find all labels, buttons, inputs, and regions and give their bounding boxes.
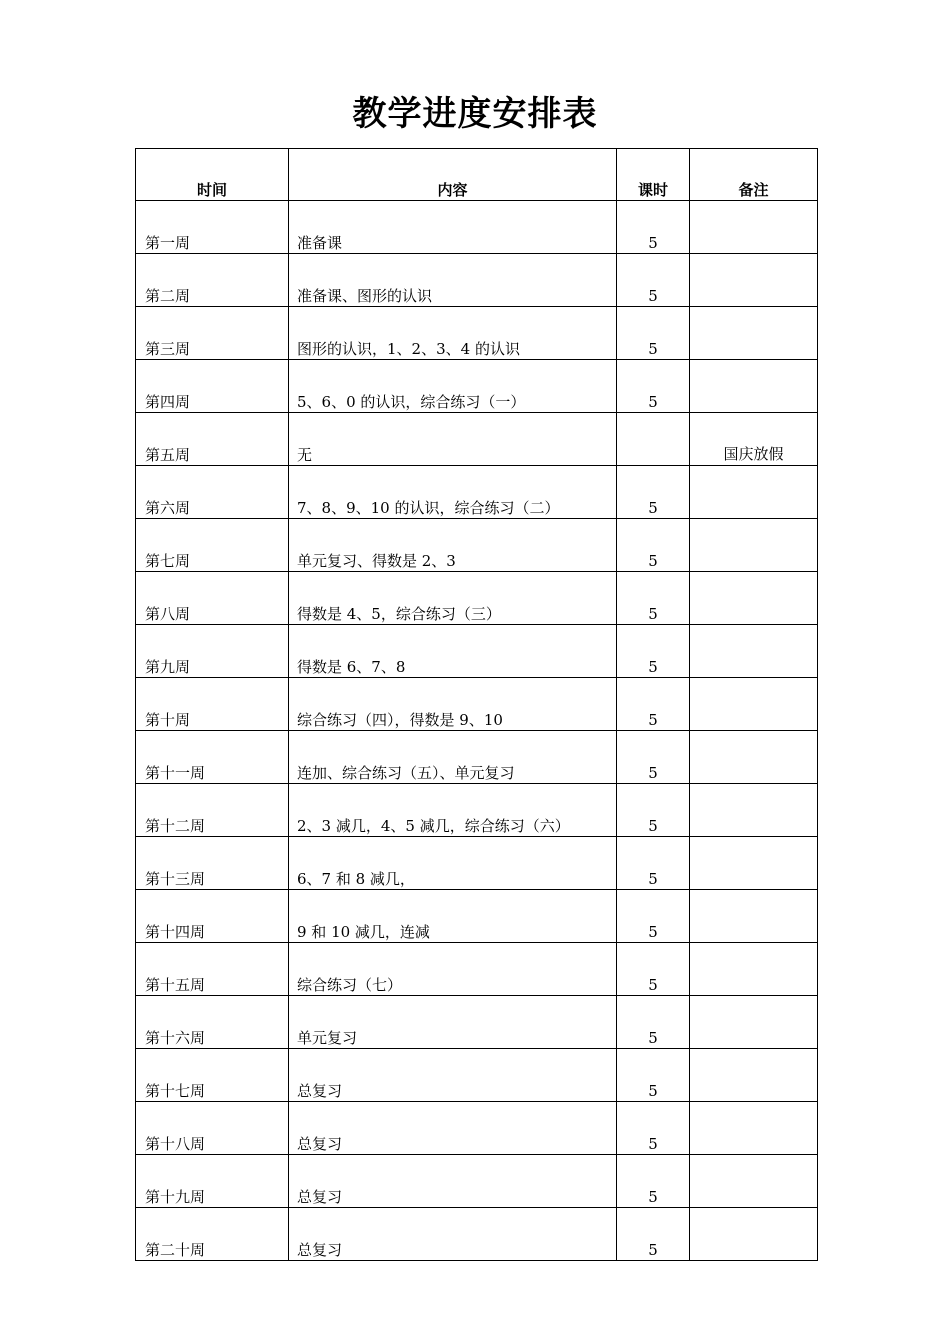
table-row <box>136 360 818 413</box>
content-cell: 总复习 <box>289 1049 617 1102</box>
note-cell <box>690 678 818 731</box>
week-cell: 第十九周 <box>136 1155 289 1208</box>
hours-cell: 5 <box>617 731 690 784</box>
week-cell: 第八周 <box>136 572 289 625</box>
hours-cell: 5 <box>617 625 690 678</box>
hours-cell: 5 <box>617 890 690 943</box>
hours-cell: 5 <box>617 943 690 996</box>
note-cell <box>690 360 818 413</box>
note-cell <box>690 731 818 784</box>
table-row <box>136 1155 818 1208</box>
content-cell: 准备课、图形的认识 <box>289 254 617 307</box>
hours-cell: 5 <box>617 307 690 360</box>
table-row <box>136 943 818 996</box>
table-row <box>136 996 818 1049</box>
content-cell: 单元复习 <box>289 996 617 1049</box>
content-cell: 准备课 <box>289 201 617 254</box>
content-cell: 总复习 <box>289 1102 617 1155</box>
table-row <box>136 201 818 254</box>
table-row <box>136 1102 818 1155</box>
note-cell <box>690 572 818 625</box>
table-body <box>136 201 818 1261</box>
week-cell: 第十三周 <box>136 837 289 890</box>
note-cell <box>690 784 818 837</box>
hours-cell: 5 <box>617 678 690 731</box>
hours-cell: 5 <box>617 1102 690 1155</box>
table-row <box>136 307 818 360</box>
content-cell: 6、7 和 8 减几， <box>289 837 617 890</box>
content-cell: 9 和 10 减几，连减 <box>289 890 617 943</box>
note-cell <box>690 1208 818 1261</box>
table-row <box>136 413 818 466</box>
table-row <box>136 519 818 572</box>
note-cell <box>690 519 818 572</box>
header-note: 备注 <box>690 149 818 201</box>
content-cell: 图形的认识，1、2、3、4 的认识 <box>289 307 617 360</box>
note-cell <box>690 254 818 307</box>
week-cell: 第五周 <box>136 413 289 466</box>
header-content: 内容 <box>289 149 617 201</box>
header-hours: 课时 <box>617 149 690 201</box>
table-row <box>136 1208 818 1261</box>
content-cell: 7、8、9、10 的认识，综合练习（二） <box>289 466 617 519</box>
hours-cell: 5 <box>617 254 690 307</box>
content-cell: 得数是 4、5，综合练习（三） <box>289 572 617 625</box>
hours-cell: 5 <box>617 201 690 254</box>
week-cell: 第六周 <box>136 466 289 519</box>
content-cell: 综合练习（四），得数是 9、10 <box>289 678 617 731</box>
table-header-row <box>136 149 818 201</box>
hours-cell: 5 <box>617 1208 690 1261</box>
content-cell: 2、3 减几，4、5 减几，综合练习（六） <box>289 784 617 837</box>
hours-cell: 5 <box>617 784 690 837</box>
content-cell: 单元复习、得数是 2、3 <box>289 519 617 572</box>
week-cell: 第十一周 <box>136 731 289 784</box>
content-cell: 综合练习（七） <box>289 943 617 996</box>
note-cell <box>690 837 818 890</box>
content-cell: 总复习 <box>289 1208 617 1261</box>
hours-cell: 5 <box>617 519 690 572</box>
week-cell: 第十八周 <box>136 1102 289 1155</box>
table-row <box>136 890 818 943</box>
table-row <box>136 572 818 625</box>
week-cell: 第二十周 <box>136 1208 289 1261</box>
hours-cell <box>617 413 690 466</box>
table-row <box>136 837 818 890</box>
hours-cell: 5 <box>617 1049 690 1102</box>
hours-cell: 5 <box>617 466 690 519</box>
note-cell <box>690 1155 818 1208</box>
schedule-table <box>135 148 818 1261</box>
hours-cell: 5 <box>617 837 690 890</box>
table-row <box>136 1049 818 1102</box>
week-cell: 第七周 <box>136 519 289 572</box>
note-cell: 国庆放假 <box>690 413 818 466</box>
header-time: 时间 <box>136 149 289 201</box>
table-row <box>136 466 818 519</box>
week-cell: 第十二周 <box>136 784 289 837</box>
content-cell: 连加、综合练习（五）、单元复习 <box>289 731 617 784</box>
hours-cell: 5 <box>617 572 690 625</box>
note-cell <box>690 1049 818 1102</box>
note-cell <box>690 625 818 678</box>
week-cell: 第十七周 <box>136 1049 289 1102</box>
note-cell <box>690 890 818 943</box>
week-cell: 第四周 <box>136 360 289 413</box>
table-row <box>136 254 818 307</box>
week-cell: 第十六周 <box>136 996 289 1049</box>
note-cell <box>690 466 818 519</box>
week-cell: 第三周 <box>136 307 289 360</box>
note-cell <box>690 943 818 996</box>
content-cell: 无 <box>289 413 617 466</box>
note-cell <box>690 307 818 360</box>
table-row <box>136 678 818 731</box>
content-cell: 得数是 6、7、8 <box>289 625 617 678</box>
hours-cell: 5 <box>617 360 690 413</box>
week-cell: 第九周 <box>136 625 289 678</box>
week-cell: 第一周 <box>136 201 289 254</box>
week-cell: 第十四周 <box>136 890 289 943</box>
table-row <box>136 784 818 837</box>
week-cell: 第二周 <box>136 254 289 307</box>
week-cell: 第十周 <box>136 678 289 731</box>
hours-cell: 5 <box>617 1155 690 1208</box>
content-cell: 总复习 <box>289 1155 617 1208</box>
note-cell <box>690 996 818 1049</box>
week-cell: 第十五周 <box>136 943 289 996</box>
table-row <box>136 731 818 784</box>
hours-cell: 5 <box>617 996 690 1049</box>
note-cell <box>690 1102 818 1155</box>
content-cell: 5、6、0 的认识，综合练习（一） <box>289 360 617 413</box>
document-title: 教学进度安排表 <box>352 94 598 134</box>
table-row <box>136 625 818 678</box>
note-cell <box>690 201 818 254</box>
